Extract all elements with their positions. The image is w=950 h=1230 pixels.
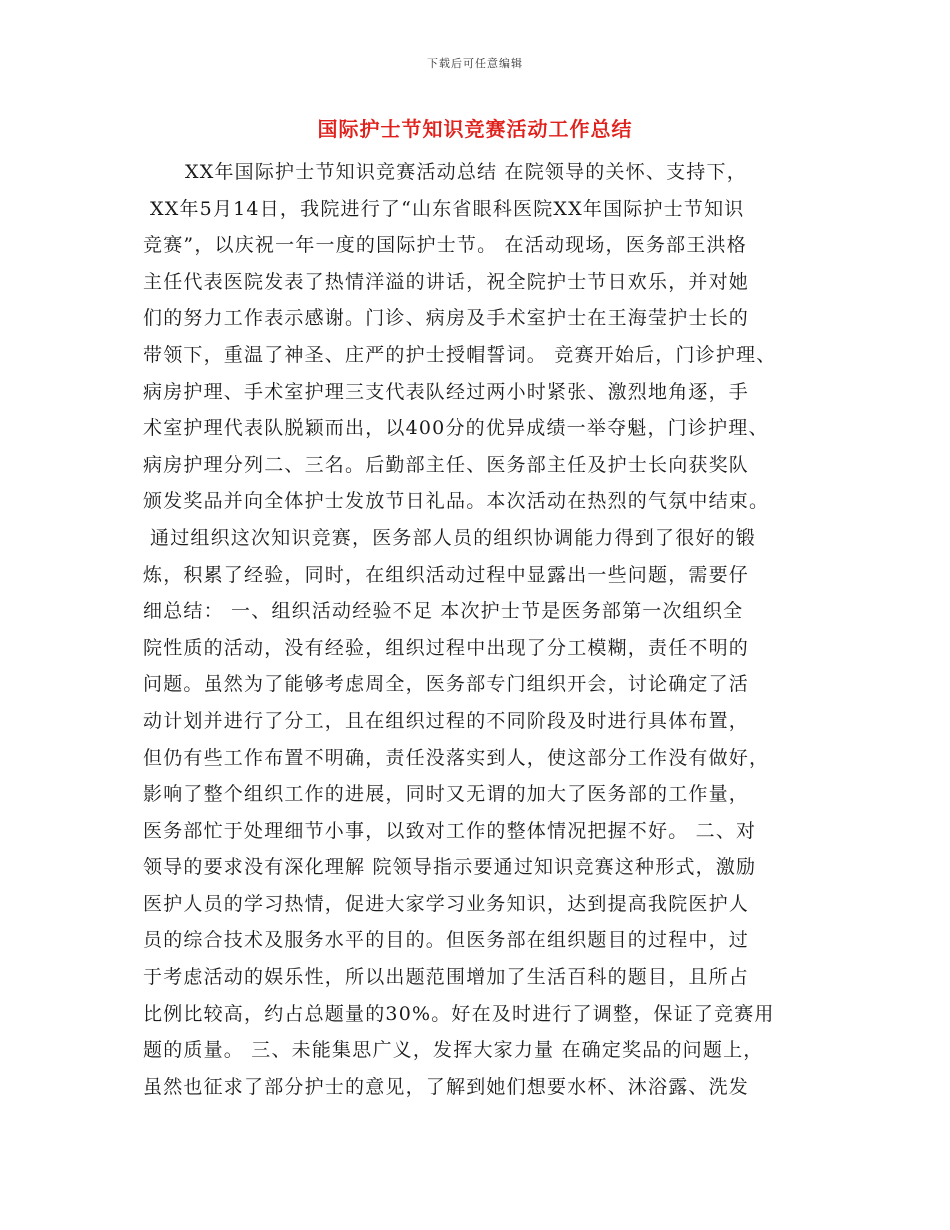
text-line: 问题。虽然为了能够考虑周全，医务部专门组织开会，讨论确定了活 — [143, 673, 750, 696]
text-line: 于考虑活动的娱乐性，所以出题范围增加了生活百科的题目，且所占 — [143, 966, 750, 989]
document-body — [0, 154, 950, 1105]
text-line: 们的努力工作表示感谢。门诊、病房及手术室护士在王海莹护士长的 — [143, 307, 750, 330]
text-line: 主任代表医院发表了热情洋溢的讲话，祝全院护士节日欢乐，并对她 — [143, 270, 750, 293]
text-line: 比例比较高，约占总题量的30%。好在及时进行了调整，保证了竞赛用 — [143, 1002, 775, 1025]
text-line: 领导的要求没有深化理解 院领导指示要通过知识竞赛这种形式，激励 — [143, 856, 757, 879]
text-line: 医务部忙于处理细节小事，以致对工作的整体情况把握不好。 二、对 — [143, 819, 757, 842]
text-line: 术室护理代表队脱颖而出，以400分的优异成绩一举夺魁，门诊护理、 — [143, 417, 769, 440]
text-line: XX年国际护士节知识竞赛活动总结 在院领导的关怀、支持下， — [185, 161, 747, 183]
text-line: 医护人员的学习热情，促进大家学习业务知识，达到提高我院医护人 — [143, 892, 750, 915]
text-line: 病房护理、手术室护理三支代表队经过两小时紧张、激烈地角逐，手 — [143, 380, 750, 403]
text-line: XX年5月14日，我院进行了“山东省眼科医院XX年国际护士节知识 — [150, 197, 745, 220]
text-line: 题的质量。 三、未能集思广义，发挥大家力量 在确定奖品的问题上， — [143, 1039, 764, 1062]
text-line: 炼，积累了经验，同时，在组织活动过程中显露出一些问题，需要仔 — [143, 563, 750, 586]
document-title: 国际护士节知识竞赛活动工作总结 — [317, 117, 633, 141]
text-line: 细总结： 一、组织活动经验不足 本次护士节是医务部第一次组织全 — [143, 600, 744, 623]
text-line: 带领下，重温了神圣、庄严的护士授帽誓词。 竞赛开始后，门诊护理、 — [143, 343, 777, 366]
text-line: 通过组织这次知识竞赛，医务部人员的组织协调能力得到了很好的锻 — [150, 526, 757, 549]
text-line: 病房护理分列二、三名。后勤部主任、医务部主任及护士长向获奖队 — [143, 453, 750, 476]
text-line: 影响了整个组织工作的进展，同时又无谓的加大了医务部的工作量， — [143, 783, 750, 806]
text-line: 竞赛”，以庆祝一年一度的国际护士节。 在活动现场，医务部王洪格 — [143, 234, 747, 257]
text-line: 颁发奖品并向全体护士发放节日礼品。本次活动在热烈的气氛中结束。 — [143, 490, 770, 513]
text-line: 院性质的活动，没有经验，组织过程中出现了分工模糊，责任不明的 — [143, 636, 750, 659]
text-line: 动计划并进行了分工，且在组织过程的不同阶段及时进行具体布置， — [143, 709, 750, 732]
text-line: 虽然也征求了部分护士的意见，了解到她们想要水杯、沐浴露、洗发 — [143, 1075, 750, 1098]
text-line: 但仍有些工作布置不明确，责任没落实到人，使这部分工作没有做好， — [143, 746, 770, 769]
header-note: 下载后可任意编辑 — [427, 57, 523, 70]
text-line: 员的综合技术及服务水平的目的。但医务部在组织题目的过程中，过 — [143, 929, 750, 952]
